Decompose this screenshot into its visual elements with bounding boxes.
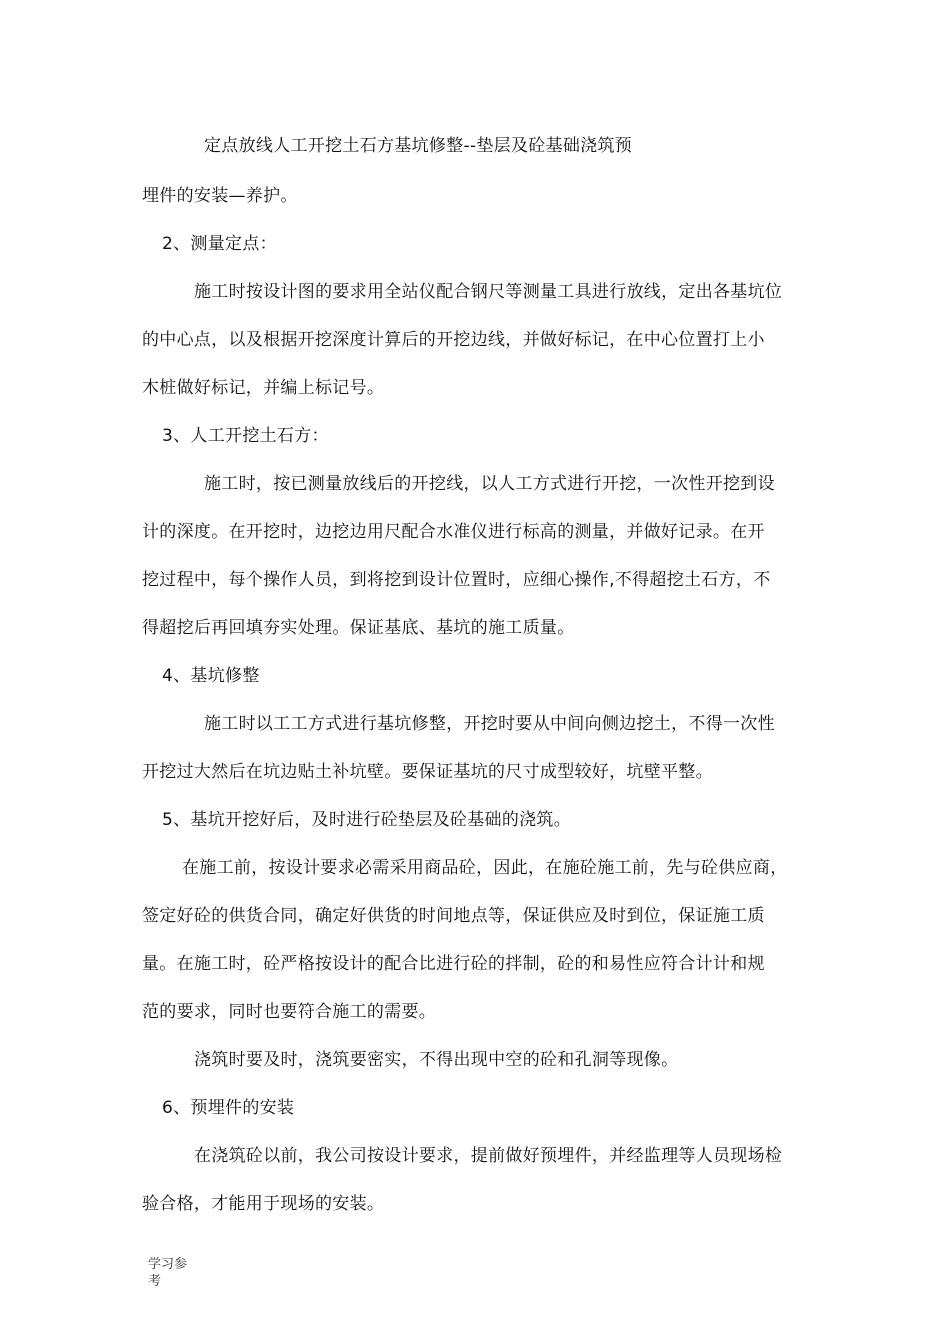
text-line: 量。在施工时，砼严格按设计的配合比进行砼的拌制，砼的和易性应符合计计和规 [142,954,765,974]
text-line: 木桩做好标记，并编上标记号。 [142,378,385,398]
section-heading: 4、基坑修整 [162,666,260,686]
section-heading: 2、测量定点： [162,234,277,254]
text-line: 得超挖后再回填夯实处理。保证基底、基坑的施工质量。 [142,618,575,638]
text-line: 计的深度。在开挖时，边挖边用尺配合水准仪进行标高的测量，并做好记录。在开 [142,522,765,542]
page-footer [148,1256,196,1290]
text-line: 挖过程中，每个操作人员，到将挖到设计位置时，应细心操作,不得超挖土石方，不 [142,570,771,590]
text-line: 施工时以工工方式进行基坑修整，开挖时要从中间向侧边挖土，不得一次性 [204,714,775,734]
text-line: 浇筑时要及时，浇筑要密实，不得出现中空的砼和孔洞等现像。 [194,1050,679,1070]
section-heading: 5、基坑开挖好后，及时进行砼垫层及砼基础的浇筑。 [162,810,572,830]
text-line: 的中心点，以及根据开挖深度计算后的开挖边线，并做好标记，在中心位置打上小 [142,330,765,350]
section-heading: 6、预埋件的安装 [162,1098,295,1118]
text-line: 施工时，按已测量放线后的开挖线，以人工方式进行开挖，一次性开挖到设 [204,474,775,494]
text-line: 在施工前，按设计要求必需采用商品砼，因此，在施砼施工前，先与砼供应商， [182,858,788,878]
footer-text: 学习参考 [148,1257,188,1289]
text-line: 开挖过大然后在坑边贴土补坑壁。要保证基坑的尺寸成型较好，坑壁平整。 [142,762,713,782]
text-line: 在浇筑砼以前，我公司按设计要求，提前做好预埋件，并经监理等人员现场检 [194,1146,783,1166]
text-line: 验合格，才能用于现场的安装。 [142,1194,385,1214]
section-heading: 3、人工开挖土石方： [162,426,329,446]
text-line: 埋件的安装—养护。 [142,186,298,206]
text-line: 定点放线人工开挖土石方基坑修整--垫层及砼基础浇筑预 [204,136,633,156]
text-line: 范的要求，同时也要符合施工的需要。 [142,1002,437,1022]
text-line: 签定好砼的供货合同，确定好供货的时间地点等，保证供应及时到位，保证施工质 [142,906,765,926]
text-line: 施工时按设计图的要求用全站仪配合钢尺等测量工具进行放线，定出各基坑位 [194,282,783,302]
